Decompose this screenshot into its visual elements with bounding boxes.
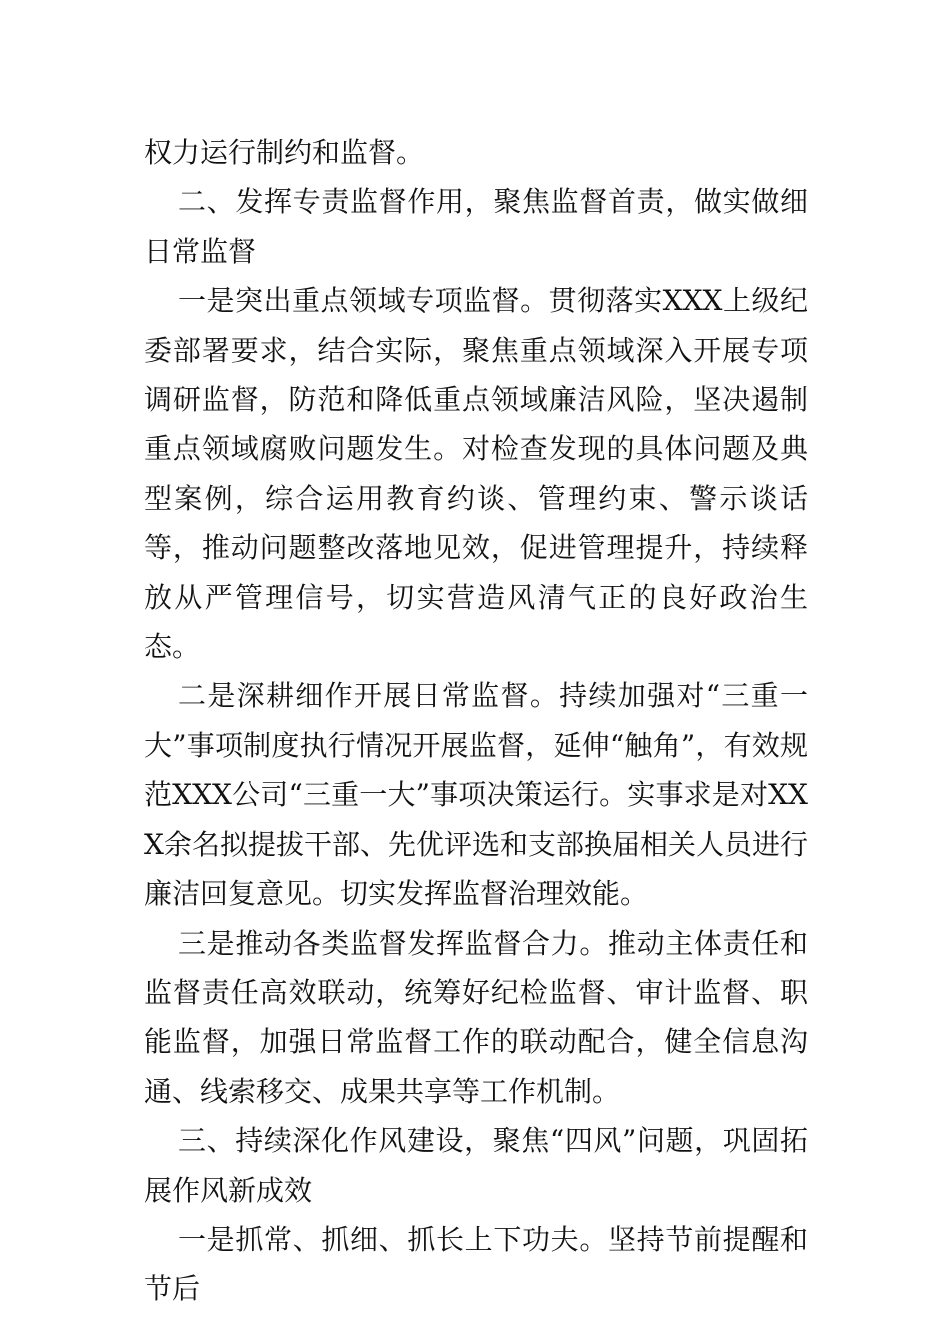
paragraph-work-style: 一是抓常、抓细、抓长上下功夫。坚持节前提醒和节后 — [144, 1222, 808, 1306]
paragraph-joint-supervision: 三是推动各类监督发挥监督合力。推动主体责任和监督责任高效联动，统筹好纪检监督、审计监督、职能监督，加强日常监督工作的联动配合，健全信息沟通、线索移交、成果共享等工作机制。 — [144, 926, 808, 1108]
section-heading-2: 二、发挥专责监督作用，聚焦监督首责，做实做细日常监督 — [144, 185, 808, 268]
document-body — [144, 128, 808, 1314]
paragraph-daily-supervision: 二是深耕细作开展日常监督。持续加强对“三重一大”事项制度执行情况开展监督，延伸“触角”，有效规范XXX公司“三重一大”事项决策运行。实事求是对XXX余名拟提拔干部、先优评选和支部换届相关人员进行廉洁回复意见。切实发挥监督治理效能。 — [144, 679, 808, 911]
paragraph-continuation: 权力运行制约和监督。 — [144, 136, 425, 169]
section-heading-3: 三、持续深化作风建设，聚焦“四风”问题，巩固拓展作风新成效 — [144, 1124, 808, 1207]
paragraph-special-supervision: 一是突出重点领域专项监督。贯彻落实XXX上级纪委部署要求，结合实际，聚焦重点领域深入开展专项调研监督，防范和降低重点领域廉洁风险，坚决遏制重点领域腐败问题发生。对检查发现的具体问题及典型案例，综合运用教育约谈、管理约束、警示谈话等，推动问题整改落地见效，促进管理提升，持续释放从严管理信号，切实营造风清气正的良好政治生态。 — [144, 284, 808, 664]
